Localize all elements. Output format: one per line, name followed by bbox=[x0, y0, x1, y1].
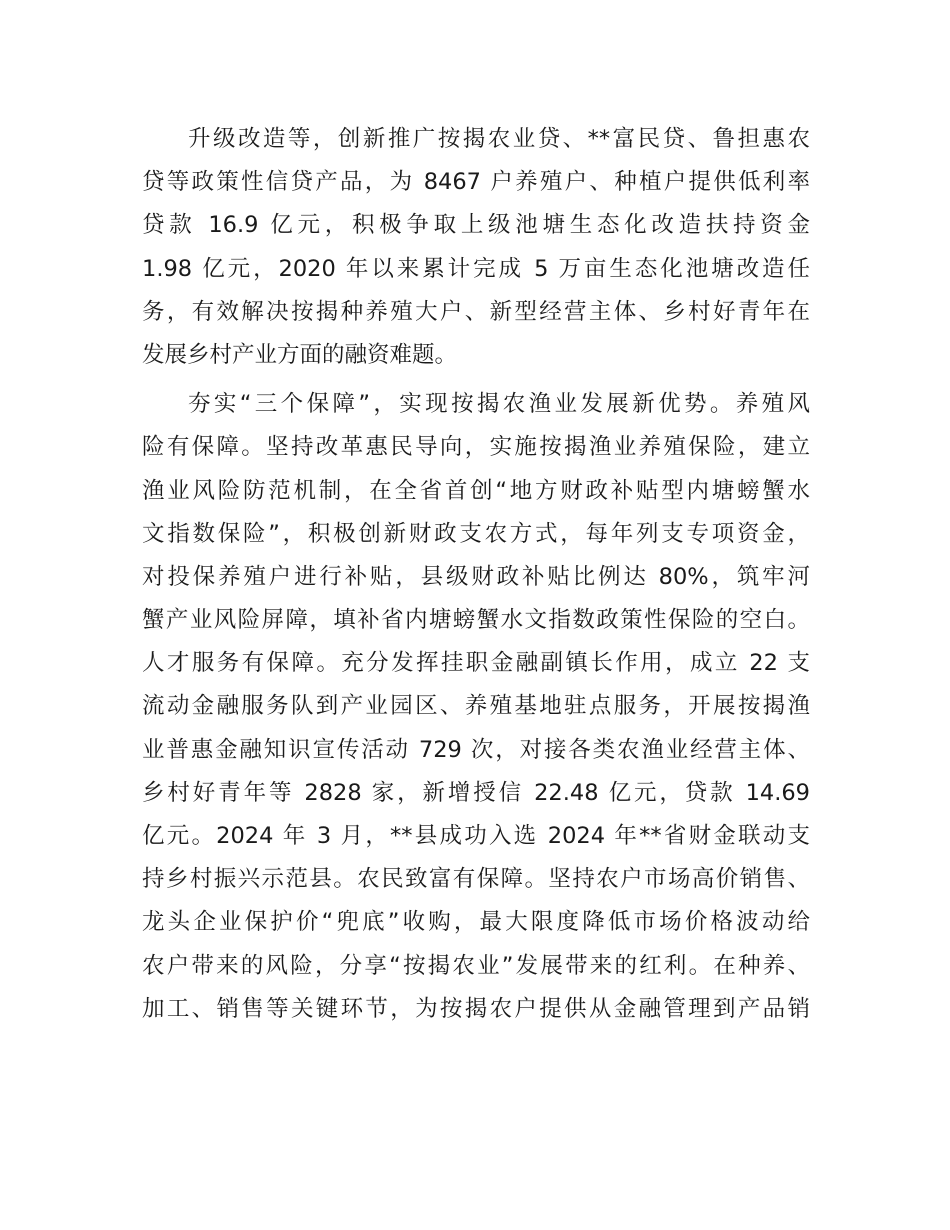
text-line: 贷等政策性信贷产品，为 8467 户养殖户、种植户提供低利率 bbox=[142, 169, 810, 196]
document-page bbox=[142, 118, 810, 1031]
text-line: 持乡村振兴示范县。农民致富有保障。坚持农户市场高价销售、 bbox=[142, 866, 810, 893]
text-line: 升级改造等，创新推广按揭农业贷、**富民贷、鲁担惠农 bbox=[188, 126, 810, 152]
text-line: 务，有效解决按揭种养殖大户、新型经营主体、乡村好青年在 bbox=[142, 298, 810, 325]
text-line: 亿元。2024 年 3 月，**县成功入选 2024 年**省财金联动支 bbox=[142, 823, 810, 849]
text-line: 文指数保险”，积极创新财政支农方式，每年列支专项资金， bbox=[142, 520, 810, 547]
text-line: 渔业风险防范机制，在全省首创“地方财政补贴型内塘螃蟹水 bbox=[142, 477, 810, 504]
text-line: 龙头企业保护价“兜底”收购，最大限度降低市场价格波动给 bbox=[142, 909, 810, 936]
text-line: 蟹产业风险屏障，填补省内塘螃蟹水文指数政策性保险的空白。 bbox=[142, 607, 810, 634]
text-line: 夯实“三个保障”，实现按揭农渔业发展新优势。养殖风 bbox=[188, 391, 810, 418]
text-line: 业普惠金融知识宣传活动 729 次，对接各类农渔业经营主体、 bbox=[142, 736, 810, 763]
text-line: 发展乡村产业方面的融资难题。 bbox=[142, 341, 458, 368]
text-line: 加工、销售等关键环节，为按揭农户提供从金融管理到产品销 bbox=[142, 995, 810, 1022]
text-line: 险有保障。坚持改革惠民导向，实施按揭渔业养殖保险，建立 bbox=[142, 434, 810, 461]
text-line: 农户带来的风险，分享“按揭农业”发展带来的红利。在种养、 bbox=[142, 952, 810, 979]
text-line: 1.98 亿元，2020 年以来累计完成 5 万亩生态化池塘改造任 bbox=[142, 255, 810, 282]
text-line: 贷款 16.9 亿元，积极争取上级池塘生态化改造扶持资金 bbox=[142, 212, 810, 239]
paragraph-1 bbox=[142, 118, 810, 377]
text-line: 对投保养殖户进行补贴，县级财政补贴比例达 80%，筑牢河 bbox=[142, 563, 810, 590]
text-line: 乡村好青年等 2828 家，新增授信 22.48 亿元，贷款 14.69 bbox=[142, 779, 810, 806]
paragraph-2 bbox=[142, 383, 810, 1031]
text-line: 人才服务有保障。充分发挥挂职金融副镇长作用，成立 22 支 bbox=[142, 650, 810, 677]
text-line: 流动金融服务队到产业园区、养殖基地驻点服务，开展按揭渔 bbox=[142, 693, 810, 720]
